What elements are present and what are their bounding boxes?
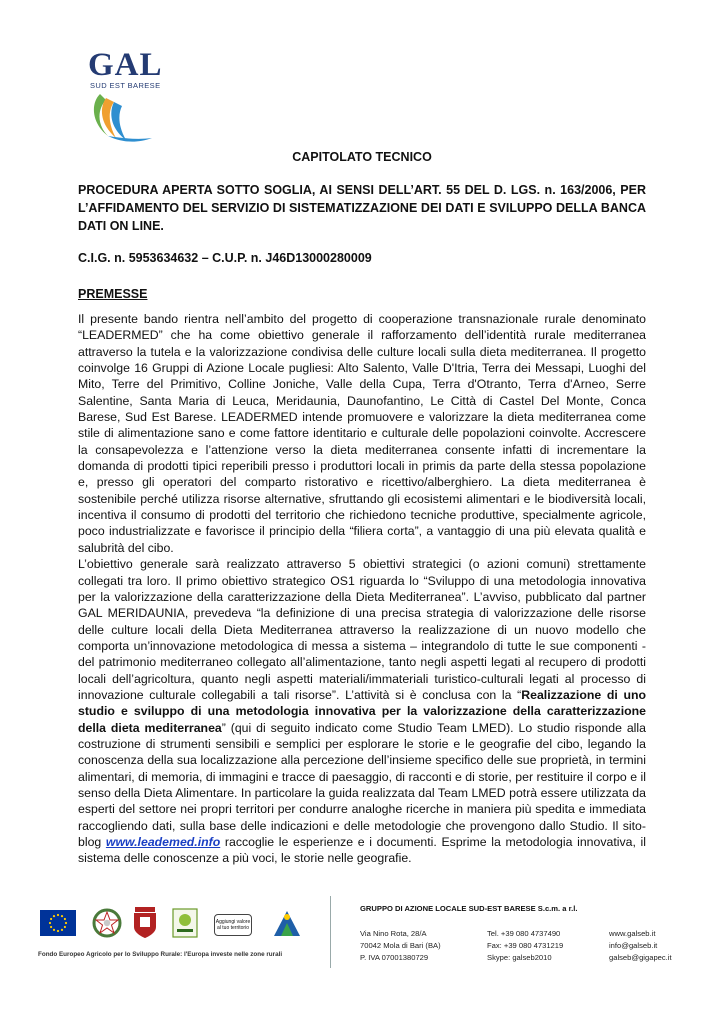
leademed-link[interactable]: www.leademed.info (105, 835, 221, 849)
fax-line: Fax: +39 080 4731219 (487, 941, 564, 951)
puglia-region-emblem-icon (132, 904, 158, 940)
phone-line: Tel. +39 080 4737490 (487, 929, 561, 938)
logo-title: GAL (88, 47, 163, 83)
paragraph-2-text-b: ” (qui di seguito indicato come Studio Team LMED). Lo studio risponde alla costruzione di strumenti sensibili e semplici per esplorare le storie e le geografie del cibo, legando la conoscenza della sua localizzazione alla percezione dell’insieme specifico delle sue proprietà, in termini alimentari, di memoria, di immagini e tracce di paesaggio, di racconti e di storie, per restituire il corpo e il senso della Dieta Alimentare. In particolare la guida realizzata dal Team LMED potrà essere utilizzata da esperti del settore nei propri territori per condurre analoghe ricerche in maniera più spedita e immediata raccogliendo dati, sulla base delle indicazioni e delle metodologie che provengono dallo Studio. Il sito-blog (78, 720, 646, 849)
leader-logo-icon (272, 908, 302, 938)
paragraph-2-text-a: L’obiettivo generale sarà realizzato attraverso 5 obiettivi strategici (o azioni comuni) strettamente collegati tra loro. Il primo obiettivo strategico OS1 riguarda lo “Sviluppo di una metodologia innovativa per la valorizzazione della caratterizzazione della Dieta Mediterranea”. L’avviso, pubblicato dal partner GAL MERIDAUNIA, prevedeva “la definizione di una precisa strategia di valorizzazione delle risorse delle culture locali della Dieta Mediterranea attraverso la realizzazione di un nuovo modello che comporta un’innovazione metodologica di messa a sistema – integrandolo di tutte le sue componenti - del patrimonio mediterraneo collegato all’alimentazione, tanto negli aspetti legati al recupero di prodotti locali dell’agricoltura, quanto negli aspetti materiali/immateriali turistico-culturali legati al processo di innovazione culturale collegabili a tali risorse”. L’attività si è conclusa con la “ (78, 557, 646, 702)
logo-subtitle: SUD EST BARESE (90, 81, 161, 90)
footer-address (360, 928, 441, 965)
psr-logo-icon (172, 908, 198, 938)
paragraph-2-bold-title: Realizzazione di uno studio e sviluppo di una metodologia innovativa per la valorizzazione della caratterizzazione della dieta mediterranea (78, 687, 646, 735)
footer-phones (487, 928, 563, 965)
address-line: Via Nino Rota, 28/A (360, 929, 427, 938)
section-heading-premesse: PREMESSE (78, 287, 148, 301)
vat-line: P. IVA 07001380729 (360, 953, 429, 963)
footer-web (609, 928, 672, 965)
cig-cup-line: C.I.G. n. 5953634632 – C.U.P. n. J46D13000280009 (78, 251, 372, 265)
italian-republic-emblem-icon (92, 906, 122, 940)
paragraph-1: Il presente bando rientra nell’ambito del progetto di cooperazione transnazionale rurale denominato “LEADERMED” che ha come obiettivo generale il rafforzamento dell’identità rurale mediterranea attraverso la tutela e la valorizzazione condivisa delle culture locali sulla dieta mediterranea. Il progetto coinvolge 16 Gruppi di Azione Locale pugliesi: Alto Salento, Valle D'Itria, Terra dei Messapi, Luoghi del Mito, Terre del Primitivo, Colline Joniche, Valle della Cupa, Terra d'Otranto, Terra d'Arneo, Serre Salentine, Santa Maria di Leuca, Meridaunia, Daunofantino, Le Città di Castel Del Monte, Conca Barese, Sud Est Barese. LEADERMED intende promuovere e valorizzare la dieta mediterranea come stile di alimentazione sano e come fattore identitario e culturale delle popolazioni coinvolte. Accrescere la consapevolezza e l’attenzione verso la dieta mediterranea consente infatti di incrementare la domanda di prodotti tipici reperibili presso i produttori locali in primis da parte della stessa popolazione e, presso gli operatori del comparto ristorativo e ricettivo/alberghiero. La dieta mediterranea è sostenibile perché utilizza risorse alternative, sfruttando gli ecosistemi alimentari e le biodiversità locali, incentiva il consumo di prodotti del territorio che richiedono tecniche produttive, specialmente agricole, poco industrializzate e favorisce il principio della “filiera corta”, a vantaggio di una più elevata qualità e salubrità del cibo. (78, 312, 646, 555)
footer-org-name: GRUPPO DI AZIONE LOCALE SUD-EST BARESE S.c.m. a r.l. (360, 904, 578, 913)
address-line: 70042 Mola di Bari (BA) (360, 941, 441, 951)
paragraph-2 (78, 556, 646, 867)
footer-divider (330, 896, 331, 968)
feasr-caption: Fondo Europeo Agricolo per lo Sviluppo Rurale: l'Europa investe nelle zone rurali (38, 951, 283, 958)
document-body (78, 150, 646, 867)
skype-line: Skype: galseb2010 (487, 953, 552, 963)
paragraph-2-text-c: raccoglie le esperienze e i documenti. Esprime la metodologia innovativa, il sistema delle conoscenze a più voci, le storie nelle geografie. (78, 835, 646, 866)
aggiungi-valore-badge: Aggiungi valore al tuo territorio (214, 914, 252, 936)
website-link[interactable]: www.galseb.it (609, 929, 656, 938)
document-subtitle: PROCEDURA APERTA SOTTO SOGLIA, AI SENSI DELL’ART. 55 DEL D. LGS. n. 163/2006, PER L’AFFIDAMENTO DEL SERVIZIO DI SISTEMATIZZAZIONE DEI DATI E SVILUPPO DELLA BANCA DATI ON LINE. (78, 183, 646, 233)
document-title: CAPITOLATO TECNICO (292, 150, 432, 164)
email-link[interactable]: info@galseb.it (609, 941, 658, 951)
pec-email-link[interactable]: galseb@gigapec.it (609, 953, 672, 963)
eu-flag-icon (40, 910, 76, 936)
